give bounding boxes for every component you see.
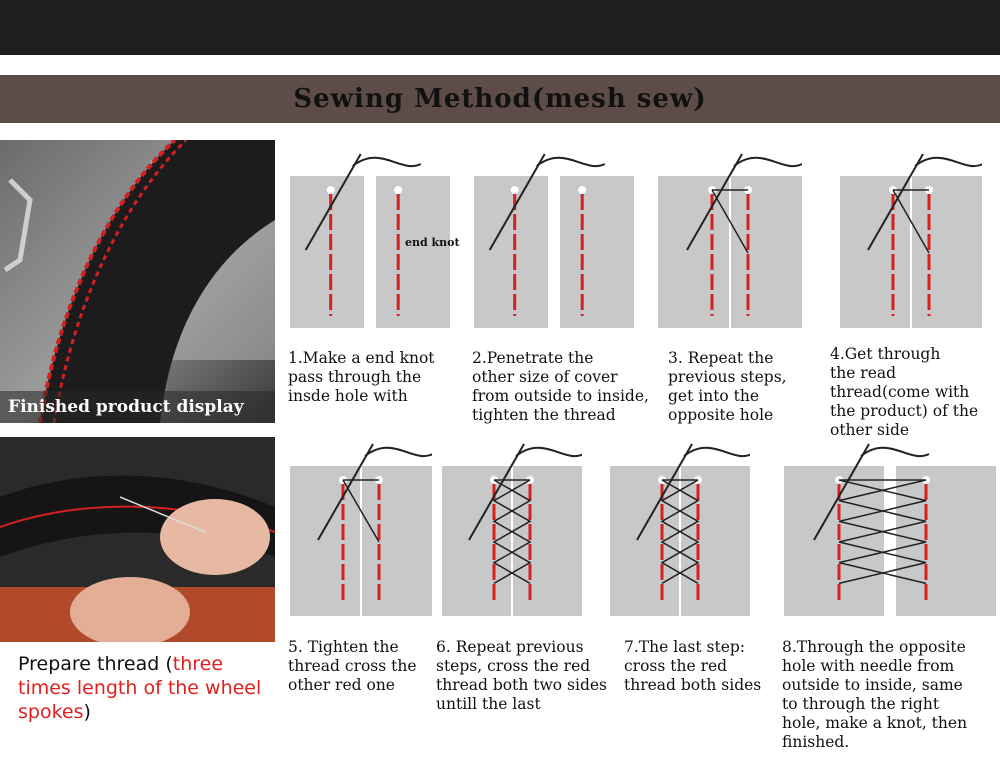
top-bar	[0, 0, 1000, 55]
hands-sewing-image	[0, 437, 275, 642]
stitch-diagram-icon	[658, 146, 802, 328]
prepare-highlight: three times length of the wheel spokes	[18, 653, 262, 723]
prepare-thread-photo	[0, 437, 275, 642]
step-6-caption: 6. Repeat previous steps, cross the red thread both two sides untill the last	[436, 638, 607, 713]
prepare-suffix: )	[83, 701, 91, 723]
stitch-diagram-icon	[442, 436, 582, 616]
end-knot-label: end knot	[405, 236, 460, 249]
stitch-diagram-icon	[784, 436, 996, 616]
step-4-diagram	[840, 146, 982, 328]
step-7-diagram	[610, 436, 750, 616]
finished-product-label: Finished product display	[0, 391, 275, 423]
step-3-caption: 3. Repeat the previous steps, get into the opposite hole	[668, 349, 787, 424]
step-2-caption: 2.Penetrate the other size of cover from outside to inside, tighten the thread	[472, 349, 649, 424]
step-6-diagram	[442, 436, 582, 616]
step-5-diagram	[290, 436, 432, 616]
stitch-diagram-icon	[610, 436, 750, 616]
prepare-thread-text	[18, 652, 268, 724]
step-8-caption: 8.Through the opposite hole with needle from outside to inside, same to through the right hole, make a knot, then finished.	[782, 638, 968, 751]
step-5-caption: 5. Tighten the thread cross the other red one	[288, 638, 417, 694]
steering-wheel-image	[0, 140, 275, 423]
stitch-diagram-icon	[840, 146, 982, 328]
step-4-caption: 4.Get through the read thread(come with the product) of the other side	[830, 345, 979, 439]
page-title: Sewing Method(mesh sew)	[293, 84, 707, 114]
stitch-diagram-icon	[474, 146, 634, 328]
step-3-diagram	[658, 146, 802, 328]
step-8-diagram	[784, 436, 996, 616]
step-7-caption: 7.The last step: cross the red thread both sides	[624, 638, 762, 694]
prepare-prefix: Prepare thread (	[18, 653, 173, 675]
finished-product-photo	[0, 140, 275, 423]
stitch-diagram-icon	[290, 436, 432, 616]
title-banner	[0, 75, 1000, 123]
step-1-caption: 1.Make a end knot pass through the insde hole with	[288, 349, 435, 405]
step-2-diagram	[474, 146, 634, 328]
